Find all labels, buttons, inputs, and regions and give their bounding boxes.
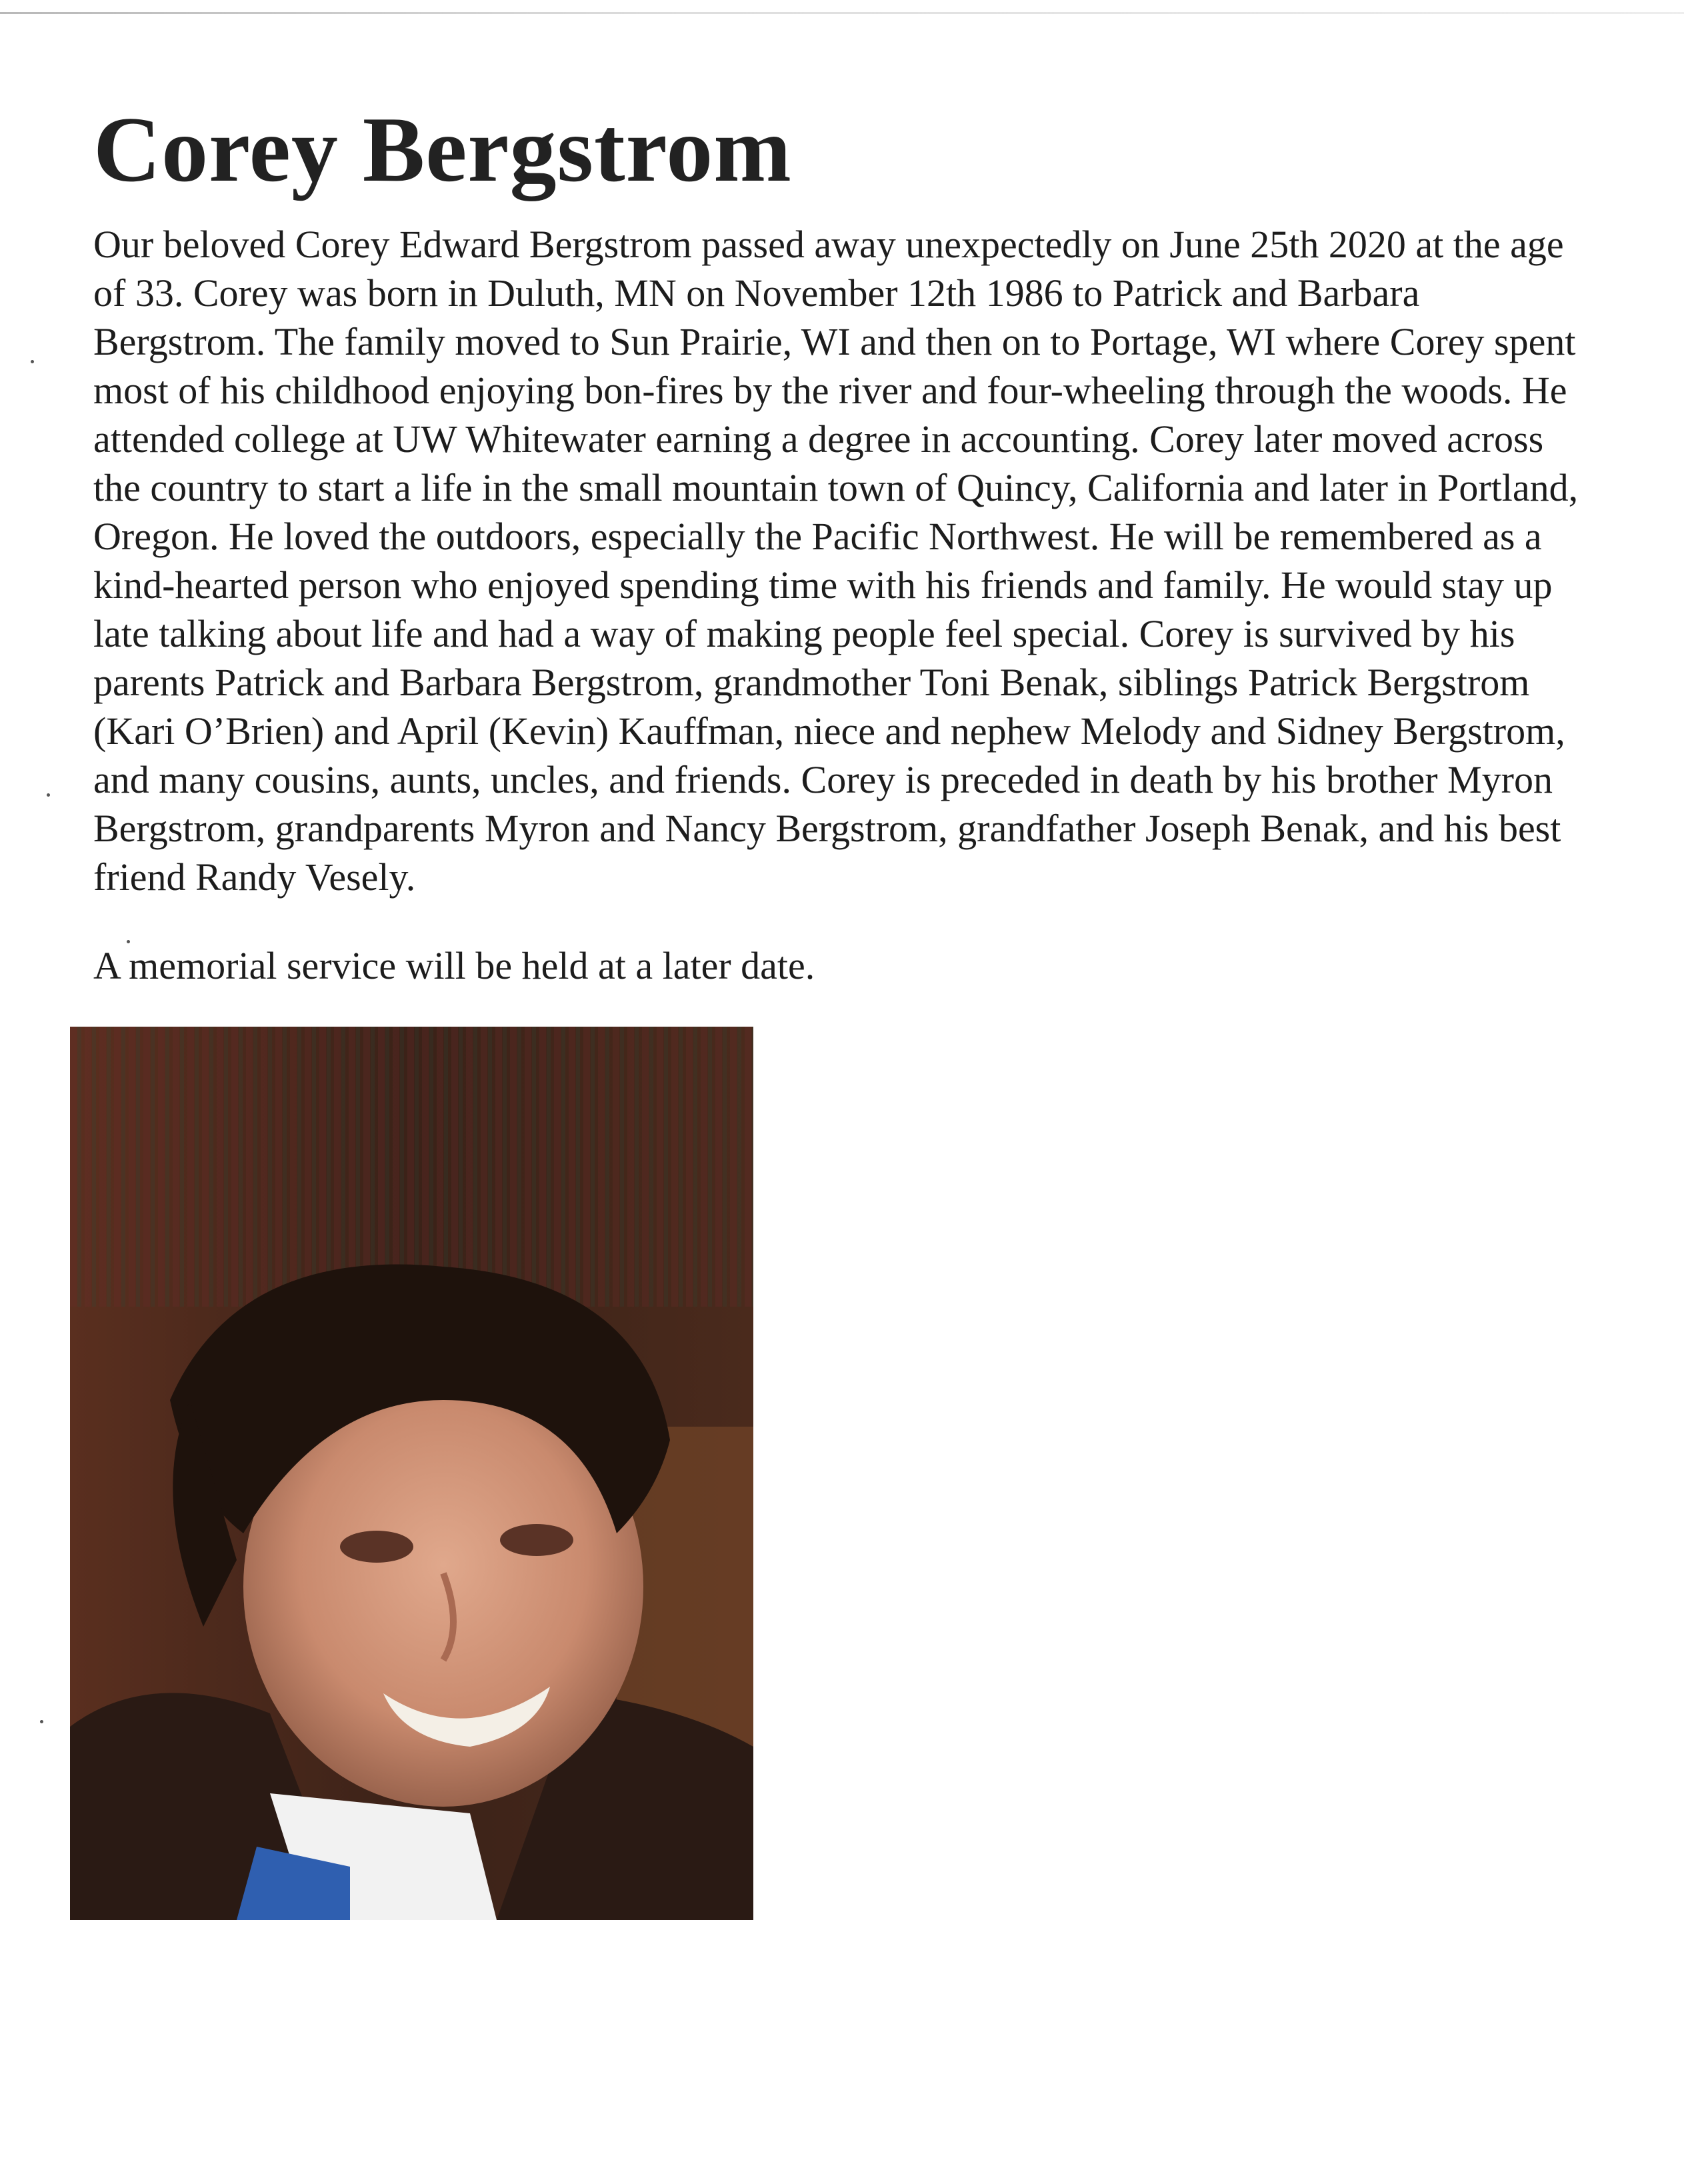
obituary-body: Our beloved Corey Edward Bergstrom passed away unexpectedly on June 25th 2020 at the age of 33. Corey was born in Duluth, MN on November 12th 1986 to Patrick and Barbara Bergstrom. The family moved to Sun Prairie, WI and then on to Portage, WI where Corey spent most of his childhood enjoying bon-fires by the river and four-wheeling through the woods. He attended college at UW Whitewater earning a degree in accounting. Corey later moved across the country to start a life in the small mountain town of Quincy, California and later in Portland, Oregon. He loved the outdoors, especially the Pacific Northwest. He will be remembered as a kind-hearted person who enjoyed spending time with his friends and family. He would stay up late talking about life and had a way of making people feel special. Corey is survived by his parents Patrick and Barbara Bergstrom, grandmother Toni Benak, siblings Patrick Bergstrom (Kari O’Brien) and April (Kevin) Kauffman, niece and nephew Melody and Sidney Bergstrom, and many cousins, aunts, uncles, and friends. Corey is preceded in death by his brother Myron Bergstrom, grandparents Myron and Nancy Bergstrom, grandfather Joseph Benak, and his best friend Randy Vesely. [93,223,1579,899]
scan-speck [31,360,34,363]
scan-edge-line [0,12,1684,14]
scan-speck [127,940,130,943]
obituary-page [93,93,1600,990]
portrait-photo [70,1027,753,1920]
memorial-note: A memorial service will be held at a later date. [93,944,815,987]
obituary-title: Corey Bergstrom [93,98,792,201]
scan-speck [47,793,50,797]
portrait-illustration [70,1027,753,1920]
scan-speck [40,1720,43,1723]
